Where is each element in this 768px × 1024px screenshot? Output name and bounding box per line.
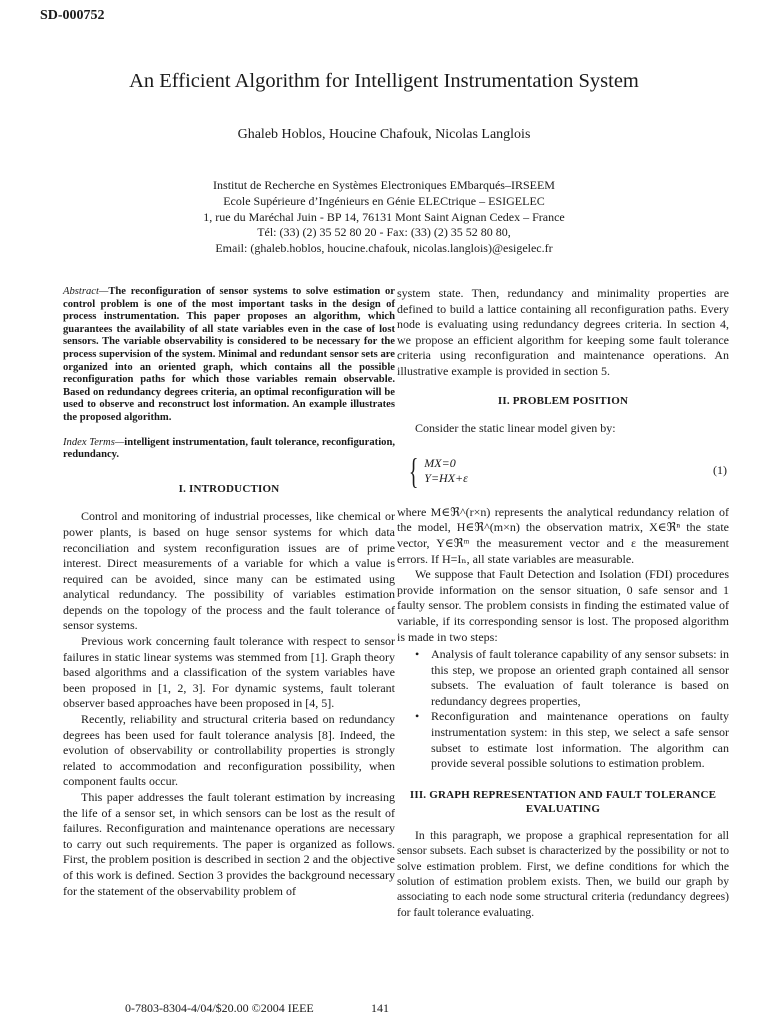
- fdi-paragraph: We suppose that Fault Detection and Isolation (FDI) procedures provide information on the sensor situation, 0 safe sensor and 1 faulty sensor. The problem consists in finding the estimated value of variable, if its corresponding sensor is lost. The proposed algorithm is made in two steps:: [397, 567, 729, 644]
- affiliation-line: 1, rue du Maréchal Juin - BP 14, 76131 Mont Saint Aignan Cedex – France: [203, 209, 565, 224]
- abstract: [63, 286, 395, 425]
- intro-paragraph: Control and monitoring of industrial processes, like chemical or power plants, is based on huge sensor systems for which data reconciliation and system reconfiguration issues are of prime interest. Direct measurements of a variable for which a value is required can be avoided, since many can be estimated using analytical redundancy. The possibility of variables estimation depends on the topology of the process and the fault tolerance of sensor systems.: [63, 509, 395, 633]
- section-heading-problem-position: II. PROBLEM POSITION: [497, 394, 629, 407]
- equation-number: (1): [713, 462, 727, 477]
- index-terms-lead: Index Terms—: [63, 436, 125, 448]
- paper-title: An Efficient Algorithm for Intelligent Instrumentation System: [129, 70, 639, 92]
- heading-line: III. GRAPH REPRESENTATION AND FAULT TOLERANCE: [409, 788, 717, 801]
- paper-authors: Ghaleb Hoblos, Houcine Chafouk, Nicolas Langlois: [237, 127, 531, 142]
- affiliation-line: Ecole Supérieure d’Ingénieurs en Génie ELECtrique – ESIGELEC: [223, 193, 545, 208]
- equation-1: [397, 451, 729, 491]
- section-heading-graph-representation: [397, 788, 729, 816]
- section-heading-introduction: I. INTRODUCTION: [178, 482, 280, 495]
- footer-copyright: 0-7803-8304-4/04/$20.00 ©2004 IEEE: [125, 1001, 314, 1015]
- steps-list: [397, 647, 729, 772]
- document-id: SD-000752: [40, 8, 105, 23]
- equation-line: Y=HX+ε: [424, 470, 468, 485]
- affiliation-block: [0, 178, 768, 257]
- affiliation-line: Tél: (33) (2) 35 52 80 20 - Fax: (33) (2) 35 52 80 80,: [257, 225, 511, 240]
- intro-continuation: system state. Then, redundancy and minimality properties are defined to build a lattice containing all reconfiguration paths. Every node is evaluating using redundancy degrees criteria. In section 4, we propose an efficient algorithm for keeping some fault tolerance criteria using reconfiguration and maintenance operations. An illustrative example is provided in section 5.: [397, 286, 729, 378]
- equation-lines: [424, 456, 468, 486]
- list-item: • Reconfiguration and maintenance operations on faulty instrumentation system: in this step, we select a safe sensor subset to estimate lost information. The algorithm can provide several possible solutions to estimation problem.: [397, 709, 729, 771]
- abstract-text: The reconfiguration of sensor systems to solve estimation or control problem is one of the most important tasks in the design of process instrumentation. This paper proposes an algorithm, which guarantees the availability of all state variables even in the case of lost sensors. The variable observability is considered to be necessary for the process supervision of the system. Minimal and redundant sensor sets are organized into an oriented graph, which contains all the possible reconfiguration paths for which those variables remain observable. Based on redundancy degrees criteria, an optimal reconfiguration will be used to observe and reconstruct lost information. An example illustrates the proposed algorithm.: [63, 286, 395, 423]
- right-column: [397, 286, 729, 920]
- equation-brace: {: [408, 450, 419, 491]
- equation-line: MX=0: [424, 455, 456, 470]
- list-item: • Analysis of fault tolerance capability of any sensor subsets: in this step, we propose an oriented graph contained all sensor subsets. The evaluation of fault tolerance is based on redundancy degrees properties,: [397, 647, 729, 709]
- affiliation-line: Institut de Recherche en Systèmes Electroniques EMbarqués–IRSEEM: [213, 178, 555, 192]
- heading-line: EVALUATING: [525, 802, 601, 815]
- intro-paragraph: This paper addresses the fault tolerant estimation by increasing the life of a sensor set, in which sensors can be lost as the result of failures. Reconfiguration and maintenance operations are necessary to carry out such requirements. The paper is organized as follows. First, the problem position is described in section 2 and the objective of this work is defined. Section 3 provides the background necessary for the statement of the observability problem of: [63, 790, 395, 898]
- left-column: [63, 286, 395, 899]
- where-paragraph: where M∈ℜ^(r×n) represents the analytical redundancy relation of the model, H∈ℜ^(m×n) the observation matrix, X∈ℜⁿ the state vector, Y∈ℜᵐ the measurement vector and ε the measurement errors. If H=Iₙ, all state variables are measurable.: [397, 504, 729, 566]
- intro-paragraph: Recently, reliability and structural criteria based on redundancy degrees has been used for fault tolerance analysis [8]. Indeed, the evolution of observability or controllability properties is strongly related to accommodation and reconfiguration possibility, when component faults occur.: [63, 712, 395, 789]
- graph-paragraph: In this paragraph, we propose a graphical representation for all sensor subsets. Each subset is characterized by the possibility or not to solve estimation problem. First, we define conditions for which the solution of estimation problem exists. Then, we build our graph by associating to each node some structural criteria (redundancy degrees) for fault tolerance evaluating.: [397, 828, 729, 919]
- index-terms-text: intelligent instrumentation, fault tolerance, reconfiguration, redundancy.: [63, 436, 395, 461]
- problem-intro: Consider the static linear model given by:: [415, 421, 616, 436]
- affiliation-email: Email: (ghaleb.hoblos, houcine.chafouk, nicolas.langlois)@esigelec.fr: [215, 241, 553, 256]
- abstract-lead: Abstract—: [63, 286, 109, 297]
- index-terms: [63, 437, 395, 462]
- page-number: 141: [371, 1001, 389, 1015]
- intro-paragraph: Previous work concerning fault tolerance with respect to sensor failures in static linear systems was stemmed from [1]. Graph theory based algorithms and a classification of the system variables have been proposed in [1, 2, 3]. For dynamic systems, fault tolerant observer based approaches have been proposed in [4, 5].: [63, 634, 395, 711]
